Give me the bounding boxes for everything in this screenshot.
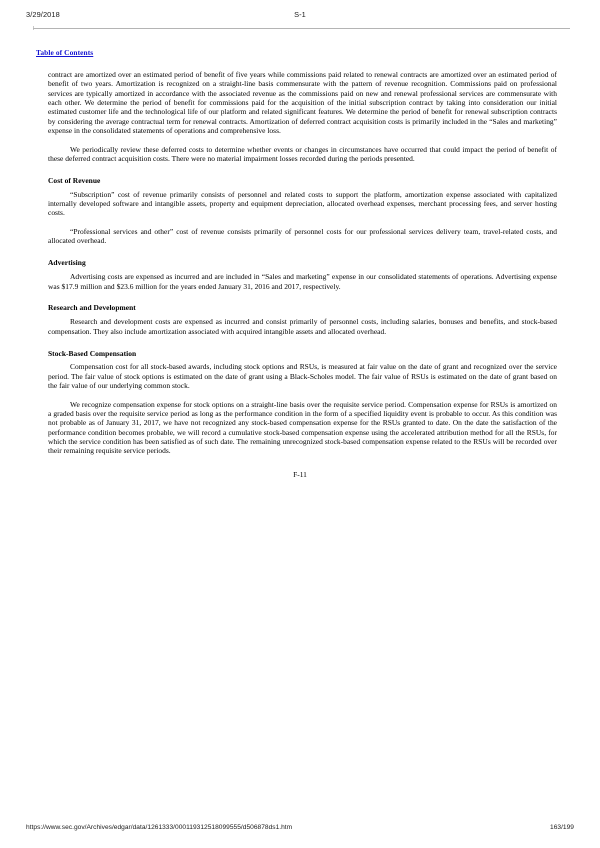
body-paragraph: Compensation cost for all stock-based awards, including stock options and RSUs, is measured at fair value on the date of grant and recognized over the service period. The fair value of stock options is estimated on the date of grant using a Black-Scholes model. The fair value of RSUs is estimated on the date of grant based on the fair value of our underlying common stock. <box>48 362 557 391</box>
document-page <box>0 38 600 479</box>
section-heading: Cost of Revenue <box>48 175 101 185</box>
section-heading: Research and Development <box>48 303 136 313</box>
body-paragraph: Advertising costs are expensed as incurred and are included in “Sales and marketing” expense in our consolidated statements of operations. Advertising expense was $17.9 million and $23.6 million for the years ended January 31, 2016 and 2017, respectively. <box>48 272 557 291</box>
body-paragraph: We recognize compensation expense for stock options on a straight-line basis over the requisite service period. Compensation expense for RSUs is amortized on a graded basis over the requisite service period as long as the performance condition in the form of a specified liquidity event is probable to occur. As this condition was not probable as of January 31, 2017, we have not recognized any stock-based compensation expense for the RSUs granted to date. On the date the satisfaction of the performance condition becomes probable, we will record a cumulative stock-based compensation expense using the accelerated attribution method for all the RSUs, for which the service condition has been satisfied as of such date. The remaining unrecognized stock-based compensation expense related to the RSUs will be recorded over their remaining requisite service periods. <box>48 399 557 456</box>
table-of-contents-link[interactable]: Table of Contents <box>36 48 94 57</box>
print-header-date: 3/29/2018 <box>26 10 60 19</box>
print-footer-url: https://www.sec.gov/Archives/edgar/data/1261333/000119312518099555/d506878ds1.htm <box>26 824 293 831</box>
document-body <box>0 60 600 456</box>
section-heading: Advertising <box>48 258 86 268</box>
body-paragraph: “Professional services and other” cost of revenue consists primarily of personnel costs for our professional services delivery team, travel-related costs, and allocated overhead. <box>48 227 557 246</box>
print-footer <box>0 824 600 836</box>
document-page-number: F-11 <box>293 469 307 479</box>
body-paragraph: contract are amortized over an estimated period of benefit of five years while commissions paid related to renewal contracts are amortized over an estimated period of benefit of two years. Amortization is recognized on a straight-line basis commensurate with the pattern of revenue recognition. Commissions paid on professional services are typically amortized in accordance with the associated revenue as the commissions paid on new and renewal professional services are commensurate with each other. We determine the period of benefit for commissions paid for the acquisition of the initial subscription contract by taking into consideration our initial estimated customer life and the technological life of our platform and related significant features. We determine the period of benefit for renewal subscription contracts by considering the average contractual term for renewal contracts. Amortization of deferred contract acquisition costs is primarily included in the “Sales and marketing” expense in the consolidated statements of operations and comprehensive loss. <box>48 70 557 136</box>
body-paragraph: Research and development costs are expensed as incurred and consist primarily of personnel costs, including salaries, bonuses and benefits, and stock-based compensation. They also include amortization associated with acquired intangible assets and allocated overhead. <box>48 317 557 336</box>
print-header <box>0 10 600 24</box>
body-paragraph: “Subscription” cost of revenue primarily consists of personnel and related costs to support the platform, amortization expense associated with capitalized internally developed software and intangible assets, property and equipment depreciation, allocated overhead expenses, merchant processing fees, and server hosting costs. <box>48 189 557 218</box>
print-header-document-title: S-1 <box>294 10 306 19</box>
print-footer-page-indicator: 163/199 <box>550 824 574 831</box>
section-heading: Stock-Based Compensation <box>48 348 137 358</box>
header-divider <box>33 28 570 29</box>
table-of-contents-link-container <box>0 38 600 60</box>
body-paragraph: We periodically review these deferred costs to determine whether events or changes in circumstances have occurred that could impact the period of benefit of these deferred contract acquisition costs. There were no material impairment losses recorded during the periods presented. <box>48 144 557 164</box>
